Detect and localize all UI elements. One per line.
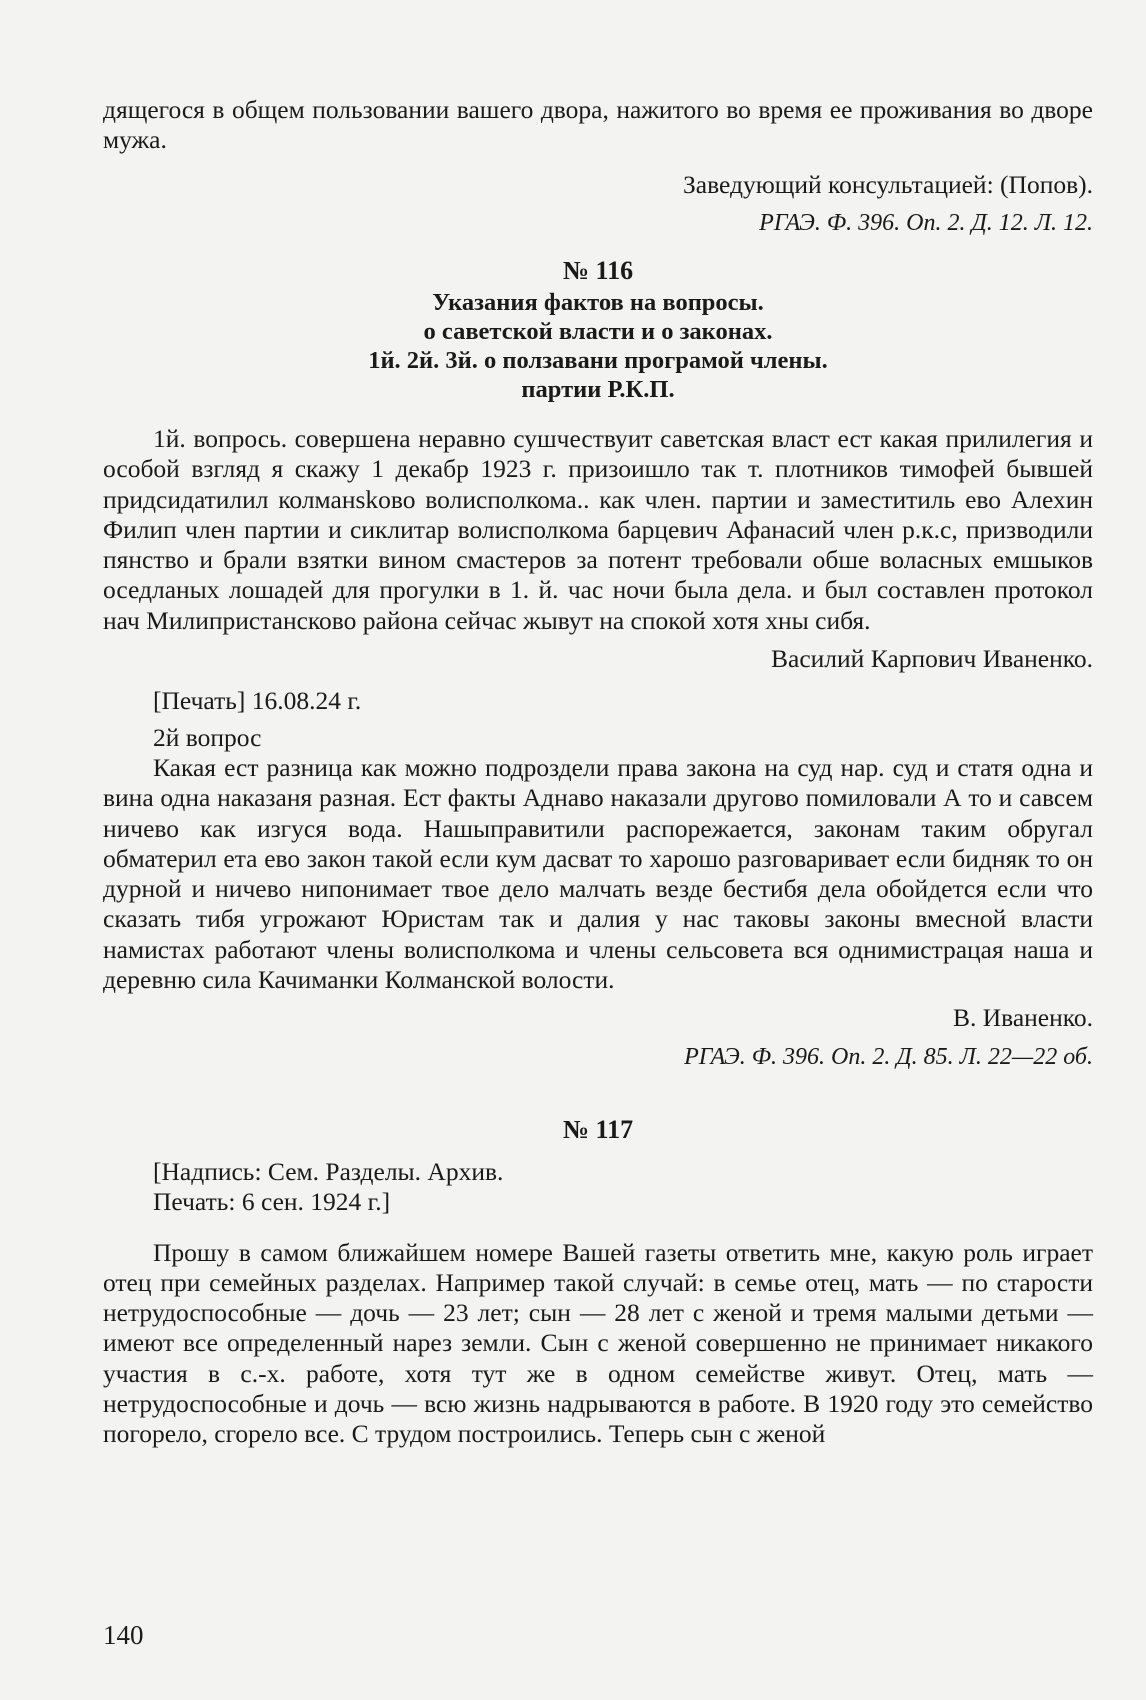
question-2-label: 2й вопрос bbox=[153, 722, 262, 752]
document-117 bbox=[103, 1115, 1093, 1450]
letter-text: Прошу в самом ближайшем номере Вашей газеты ответить мне, какую роль играет отец при семейных разделах. Например такой случай: в семье отец, мать — по старости нетрудоспособные — дочь — 23 лет; сын — 28 лет с женой и тремя малыми детьми — имеют все определенный нарез земли. Сын с женой совершенно не принимает никакого участия в с.-х. работе, хотя тут же в одном семействе живут. Отец, мать — нетрудоспособные и дочь — всю жизнь надрываются в работе. В 1920 году это семейство погорело, сгорело все. С трудом построились. Теперь сын с женой bbox=[103, 1237, 1093, 1449]
archive-reference: РГАЭ. Ф. 396. Оп. 2. Д. 12. Л. 12. bbox=[759, 209, 1093, 236]
title-line: о саветской власти и о законах. bbox=[423, 318, 773, 345]
top-section bbox=[103, 95, 1093, 237]
title-line: Указания фактов на вопросы. bbox=[432, 289, 764, 316]
archive-reference: РГАЭ. Ф. 396. Оп. 2. Д. 85. Л. 22—22 об. bbox=[684, 1043, 1093, 1070]
signature-2: В. Иваненко. bbox=[952, 1003, 1093, 1033]
document-number: № 117 bbox=[562, 1115, 634, 1144]
document-number: № 116 bbox=[562, 256, 634, 285]
document-116 bbox=[103, 256, 1093, 1071]
signature-1: Василий Карпович Иваненко. bbox=[771, 644, 1093, 674]
stamp-note: Печать: 6 сен. 1924 г.] bbox=[153, 1187, 391, 1217]
continuation-paragraph: дящегося в общем пользовании вашего двора, нажитого во время ее проживания во дворе мужа. bbox=[103, 95, 1093, 155]
title-line: партии Р.К.П. bbox=[521, 376, 675, 403]
consultation-signature: Заведующий консультацией: (Попов). bbox=[683, 169, 1093, 199]
title-line: 1й. 2й. 3й. о ползавани програмой члены. bbox=[368, 347, 828, 374]
inscription-note: [Надпись: Сем. Разделы. Архив. bbox=[153, 1157, 504, 1186]
page-number: 140 bbox=[103, 1620, 144, 1650]
question-2-text: Какая ест разница как можно подроздели права закона на суд нар. суд и статя одна и вина одна наказаня разная. Ест факты Аднаво наказали другово помиловали А то и савсем ничево как изгуся вода. Нашыправитили распорежается, законам таким обругал обматерил ета ево закон такой если кум дасват то харошо разговаривает если бидняк то он дурной и ничево нипонимает твое дело малчать везде бестибя дела обойдется если что сказать тибя угрожают Юристам так и далия у нас таковы законы вмесной власти намистах работают члены волисполкома и члены сельсовета вся однимистрацая наша и деревню сила Качиманки Колманской волости. bbox=[103, 752, 1093, 995]
question-1-text: 1й. вопрось. совершена неравно сушчествуит саветская власт ест какая прилилегия и особой взгляд я скажу 1 декабр 1923 г. призоишло так т. плотников тимофей бывшей придсидатилил колманskово волисполкома.. как член. партии и заместитиль ево Алехин Филип член партии и сиклитар волисполкома барцевич Афанасий член р.к.с, призводили пянство и брали взятки вином смастеров за потент требовали обше воласных емшыков оседланых лошадей для прогулки в 1. й. час ночи была дела. и был составлен протокол нач Милипристансково района сейчас жывут на спокой хотя хны сибя. bbox=[103, 424, 1093, 635]
stamp-note: [Печать] 16.08.24 г. bbox=[153, 686, 362, 716]
